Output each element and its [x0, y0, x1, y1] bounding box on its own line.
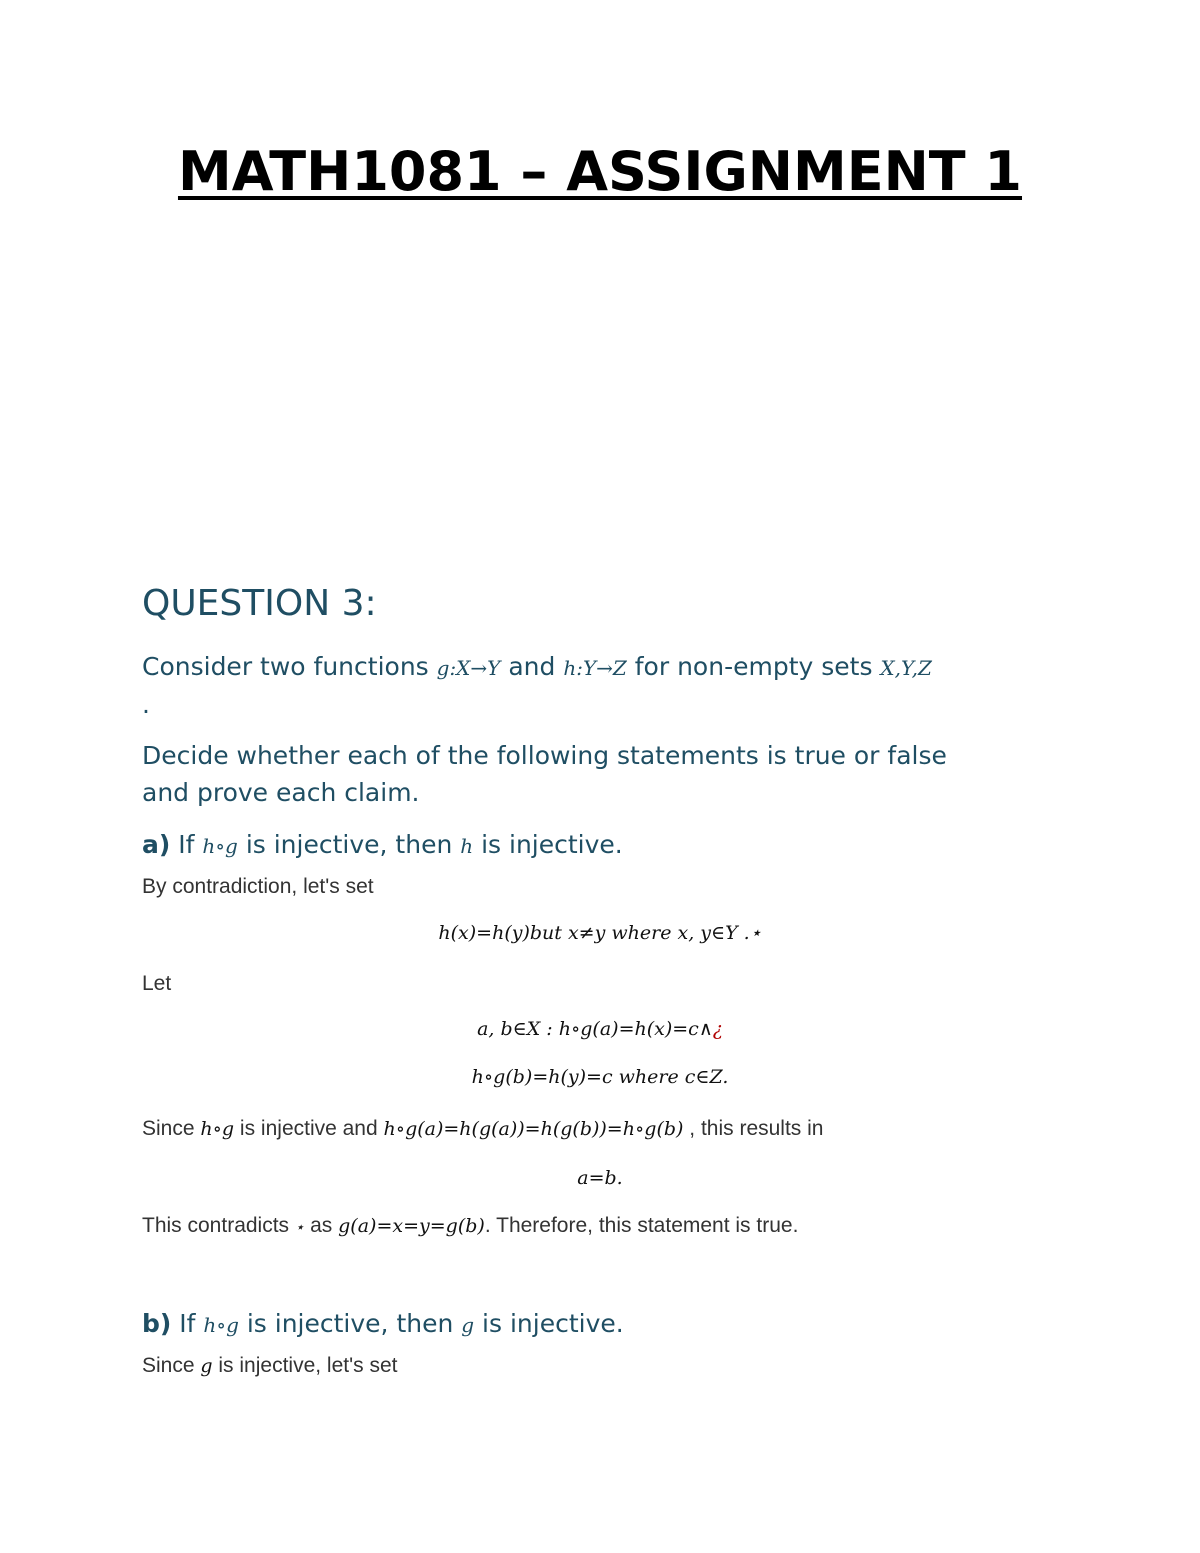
sets-list: X,Y,Z [880, 656, 932, 680]
star-symbol: ⋆ [294, 1218, 305, 1236]
equation-4: a=b. [577, 1167, 623, 1189]
part-a-heading: a) If h∘g is injective, then h is injective. [142, 830, 623, 859]
instruction-line-2: and prove each claim. [142, 778, 420, 807]
equation-1: h(x)=h(y)but x≠y where x, y∈Y .⋆ [438, 922, 762, 944]
part-a-line-1: By contradiction, let's set [142, 875, 374, 898]
stray-glyph: ¿ [712, 1018, 723, 1040]
equation-3: h∘g(b)=h(y)=c where c∈Z. [471, 1066, 729, 1088]
part-b-line-1: Since g is injective, let's set [142, 1354, 398, 1377]
equation-2: a, b∈X : h∘g(a)=h(x)=c∧¿ [477, 1018, 723, 1040]
instruction-line-1: Decide whether each of the following statements is true or false [142, 741, 947, 770]
question-heading: QUESTION 3: [142, 583, 377, 624]
part-b-label: b) [142, 1309, 172, 1338]
let-text: Let [142, 972, 172, 995]
g-mapping: g:X→Y [436, 656, 501, 680]
since-line: Since h∘g is injective and h∘g(a)=h(g(a))=h(g(b))=h∘g(b) , this results in [142, 1117, 824, 1140]
composition-equation: h∘g(a)=h(g(a))=h(g(b))=h∘g(b) [383, 1118, 684, 1140]
h-mapping: h:Y→Z [563, 656, 627, 680]
document-title: MATH1081 – ASSIGNMENT 1 [177, 140, 1023, 203]
part-a-label: a) [142, 830, 171, 859]
question-intro: Consider two functions g:X→Y and h:Y→Z for non-empty sets X,Y,Z [142, 652, 932, 681]
part-b-heading: b) If h∘g is injective, then g is injective. [142, 1309, 624, 1338]
contradiction-line: This contradicts ⋆ as g(a)=x=y=g(b). Therefore, this statement is true. [142, 1214, 799, 1237]
intro-period: . [142, 690, 150, 719]
contradiction-equation: g(a)=x=y=g(b) [338, 1215, 485, 1237]
